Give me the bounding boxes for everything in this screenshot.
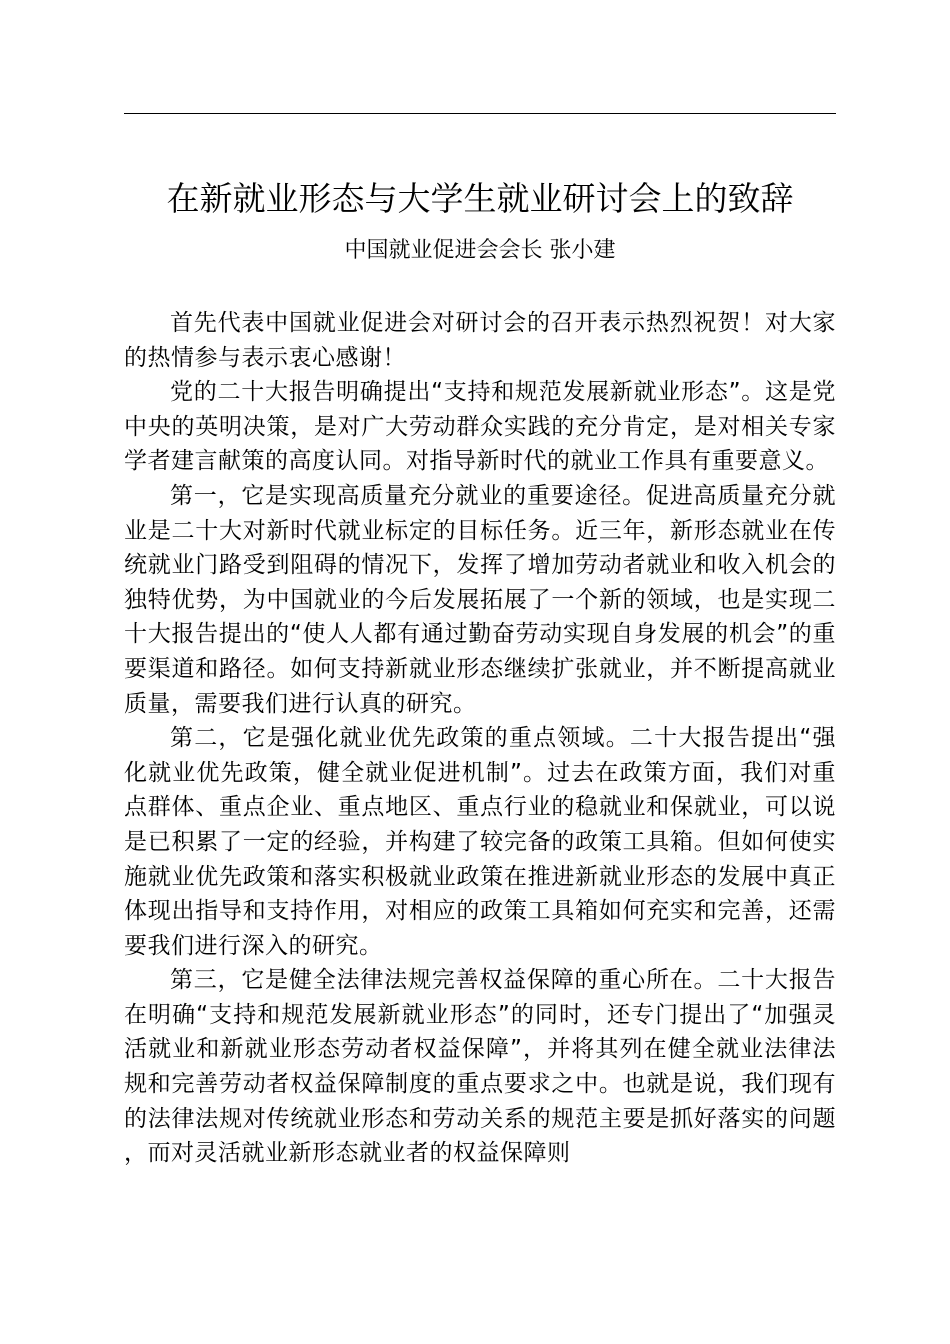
paragraph-report: 党的二十大报告明确提出“支持和规范发展新就业形态”。这是党中央的英明决策，是对广大劳动群众实践的充分肯定，是对相关专家学者建言献策的高度认同。对指导新时代的就业工作具有重要意义。 [124,379,836,475]
document-page [124,0,836,1344]
paragraph-third: 第三，它是健全法律法规完善权益保障的重心所在。二十大报告在明确“支持和规范发展新就业形态”的同时，还专门提出了“加强灵活就业和新就业形态劳动者权益保障”，并将其列在健全就业法律法规和完善劳动者权益保障制度的重点要求之中。也就是说，我们现有的法律法规对传统就业形态和劳动关系的规范主要是抓好落实的问题，而对灵活就业新形态就业者的权益保障则 [124,967,836,1167]
document-title: 在新就业形态与大学生就业研讨会上的致辞 [166,179,794,218]
paragraph-opening: 首先代表中国就业促进会对研讨会的召开表示热烈祝贺！对大家的热情参与表示衷心感谢！ [124,310,836,371]
document-byline: 中国就业促进会会长 张小建 [344,238,616,263]
document-body [124,306,836,1171]
paragraph-second: 第二，它是强化就业优先政策的重点领域。二十大报告提出“强化就业优先政策，健全就业促进机制”。过去在政策方面，我们对重点群体、重点企业、重点地区、重点行业的稳就业和保就业，可以说是已积累了一定的经验，并构建了较完备的政策工具箱。但如何使实施就业优先政策和落实积极就业政策在推进新就业形态的发展中真正体现出指导和支持作用，对相应的政策工具箱如何充实和完善，还需要我们进行深入的研究。 [124,725,836,959]
paragraph-first: 第一，它是实现高质量充分就业的重要途径。促进高质量充分就业是二十大对新时代就业标定的目标任务。近三年，新形态就业在传统就业门路受到阻碍的情况下，发挥了增加劳动者就业和收入机会的独特优势，为中国就业的今后发展拓展了一个新的领域，也是实现二十大报告提出的“使人人都有通过勤奋劳动实现自身发展的机会”的重要渠道和路径。如何支持新就业形态继续扩张就业，并不断提高就业质量，需要我们进行认真的研究。 [124,482,836,717]
header-rule [124,113,836,114]
